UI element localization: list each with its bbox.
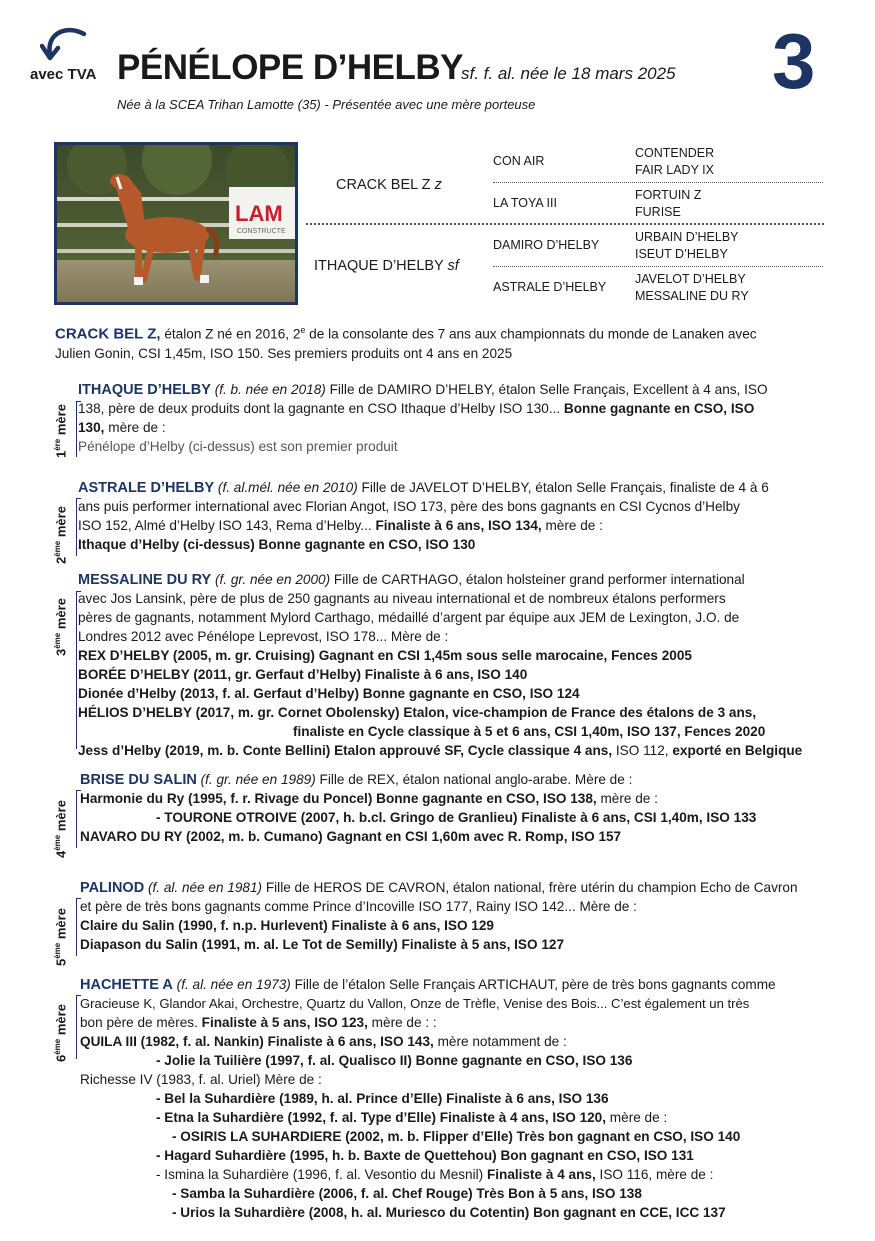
pedigree-ss: CON AIR bbox=[493, 154, 545, 168]
dam-3-line2: avec Jos Lansink, père de plus de 250 gagnants au niveau international et de nombreux étalons performers bbox=[78, 591, 726, 606]
dam-1-line3: mère de : bbox=[104, 420, 166, 435]
curved-arrow-icon bbox=[40, 22, 88, 66]
pedigree-dam-name: ITHAQUE D’HELBY bbox=[314, 258, 444, 274]
dam-2-line3: ISO 152, Almé d’Helby ISO 143, Rema d’Helby... bbox=[78, 518, 372, 533]
sire-text-1: étalon Z né en 2016, 2 bbox=[160, 326, 301, 342]
dam-4-line3: - TOURONE OTROIVE (2007, h. b.cl. Gringo de Granlieu) Finaliste à 6 ans, CSI 1,40m, ISO 133 bbox=[156, 810, 757, 825]
dam-6-line11: - Ismina la Suhardière (1996, f. al. Vesontio du Mesnil) bbox=[156, 1167, 484, 1182]
dam-bracket bbox=[76, 401, 77, 457]
dam-3-name: MESSALINE DU RY bbox=[78, 572, 212, 588]
pedigree-dam bbox=[314, 258, 459, 274]
dam-5-line4: Diapason du Salin (1991, m. al. Le Tot de Semilly) Finaliste à 5 ans, ISO 127 bbox=[80, 937, 564, 952]
dam-3-line5: REX D’HELBY (2005, m. gr. Cruising) Gagnant en CSI 1,45m sous selle marocaine, Fences 2005 bbox=[78, 648, 692, 663]
pedigree-sds: FORTUIN Z bbox=[635, 188, 702, 202]
pedigree-sire-name: CRACK BEL Z bbox=[336, 177, 431, 193]
dam-1-line2-bold: Bonne gagnante en CSO, ISO bbox=[560, 401, 755, 416]
dam-6-line11-bold: Finaliste à 4 ans, bbox=[483, 1167, 596, 1182]
dam-4-line4: NAVARO DU RY (2002, m. b. Cumano) Gagnant en CSI 1,60m avec R. Romp, ISO 157 bbox=[80, 829, 622, 844]
dam-5-line3: Claire du Salin (1990, f. n.p. Hurlevent) Finaliste à 6 ans, ISO 129 bbox=[80, 918, 494, 933]
dam-5-line2: et père de très bons gagnants comme Prince d’Incoville ISO 177, Rainy ISO 142... Mère de : bbox=[80, 899, 637, 914]
dam-1-line3-bold: 130, bbox=[78, 420, 105, 435]
sire-name: CRACK BEL Z, bbox=[55, 325, 161, 343]
dam-3-line4: Londres 2012 avec Pénélope Leprevost, ISO 178... Mère de : bbox=[78, 629, 449, 644]
sire-text-line2: Julien Gonin, CSI 1,45m, ISO 150. Ses premiers produits ont 4 ans en 2025 bbox=[55, 346, 513, 362]
lot-number: 3 bbox=[772, 17, 816, 105]
birth-info: Née à la SCEA Trihan Lamotte (35) - Présentée avec une mère porteuse bbox=[117, 97, 536, 112]
dam-2-birth: (f. al.mél. née en 2010) bbox=[214, 480, 358, 495]
dam-4-birth: (f. gr. née en 1989) bbox=[196, 772, 316, 787]
dam-1-birth: (f. b. née en 2018) bbox=[210, 382, 326, 397]
dam-4-line2: mère de : bbox=[596, 791, 658, 806]
dam-5-line1: Fille de HEROS DE CAVRON, étalon national, frère utérin du champion Echo de Cavron bbox=[262, 880, 798, 895]
dam-2-line3-end: mère de : bbox=[541, 518, 603, 533]
pedigree-divider bbox=[493, 266, 823, 267]
dam-5-birth: (f. al. née en 1981) bbox=[144, 880, 263, 895]
dam-2-line2: ans puis performer international avec Florian Angot, ISO 173, père des bons gagnants en CSI Cycnos d’Helby bbox=[78, 499, 740, 514]
tva-label: avec TVA bbox=[30, 66, 97, 83]
dam-3-line7: Dionée d’Helby (2013, f. al. Gerfaut d’Helby) Bonne gagnante en CSO, ISO 124 bbox=[78, 686, 580, 701]
dam-3-line10: ISO 112, bbox=[612, 743, 669, 758]
dam-1-line1: Fille de DAMIRO D’HELBY, étalon Selle Français, Excellent à 4 ans, ISO bbox=[325, 382, 768, 397]
pedigree-dd: ASTRALE D’HELBY bbox=[493, 280, 607, 294]
dam-3-line10-end: exporté en Belgique bbox=[668, 743, 803, 758]
dam-6-line3-bold: Finaliste à 5 ans, ISO 123, bbox=[197, 1015, 368, 1030]
dam-6-line2: Gracieuse K, Glandor Akai, Orchestre, Quartz du Vallon, Onze de Trèfle, Venise des Bois... C’est également un très bbox=[80, 996, 750, 1011]
dam-label-4: 4ème mère bbox=[53, 800, 69, 858]
banner-sub-text: CONSTRUCTE bbox=[237, 228, 286, 235]
dam-3-line6: BORÉE D’HELBY (2011, gr. Gerfaut d’Helby) Finaliste à 6 ans, ISO 140 bbox=[78, 667, 528, 682]
banner-text: LAM bbox=[235, 201, 283, 226]
dam-bracket bbox=[76, 898, 77, 956]
dam-3-line10-bold: Jess d’Helby (2019, m. b. Conte Bellini) Etalon approuvé SF, Cycle classique 4 ans, bbox=[78, 743, 613, 758]
pedigree-dsd: ISEUT D’HELBY bbox=[635, 247, 728, 261]
pedigree-sss: CONTENDER bbox=[635, 146, 715, 160]
dam-3-line9: finaliste en Cycle classique à 5 et 6 ans, CSI 1,40m, ISO 137, Fences 2020 bbox=[293, 724, 766, 739]
pedigree-ddd: MESSALINE DU RY bbox=[635, 289, 749, 303]
dam-4-name: BRISE DU SALIN bbox=[80, 772, 197, 788]
pedigree-divider bbox=[493, 182, 823, 183]
dam-6-line6: Richesse IV (1983, f. al. Uriel) Mère de : bbox=[80, 1072, 322, 1087]
dam-6-name: HACHETTE A bbox=[80, 977, 173, 993]
dam-6-line8: mère de : bbox=[606, 1110, 668, 1125]
dam-3-birth: (f. gr. née en 2000) bbox=[211, 572, 331, 587]
dam-label-5: 5ème mère bbox=[53, 908, 69, 966]
dam-bracket bbox=[76, 498, 77, 556]
dam-6-line9: - OSIRIS LA SUHARDIERE (2002, m. b. Flipper d’Elle) Très bon gagnant en CSO, ISO 140 bbox=[172, 1129, 741, 1144]
dam-2-line3-bold: Finaliste à 6 ans, ISO 134, bbox=[371, 518, 542, 533]
pedigree-divider-main bbox=[306, 223, 824, 225]
horse-name: PÉNÉLOPE D’HELBY bbox=[117, 48, 463, 87]
pedigree-dds: JAVELOT D’HELBY bbox=[635, 272, 746, 286]
pedigree-sdd: FURISE bbox=[635, 205, 681, 219]
dam-6-birth: (f. al. née en 1973) bbox=[172, 977, 291, 992]
dam-6-line7: - Bel la Suhardière (1989, h. al. Prince d’Elle) Finaliste à 6 ans, ISO 136 bbox=[156, 1091, 609, 1106]
foal-illustration bbox=[57, 145, 295, 302]
dam-6-line3: bon père de mères. bbox=[80, 1015, 198, 1030]
pedigree-sire-suffix: z bbox=[434, 177, 442, 193]
pedigree-dam-suffix: sf bbox=[447, 258, 459, 274]
dam-3-line8: HÉLIOS D’HELBY (2017, m. gr. Cornet Obolensky) Etalon, vice-champion de France des étalons de 3 ans, bbox=[78, 705, 757, 720]
dam-2-line4: Ithaque d’Helby (ci-dessus) Bonne gagnante en CSO, ISO 130 bbox=[78, 537, 476, 552]
dam-1-line2: 138, père de deux produits dont la gagnante en CSO Ithaque d’Helby ISO 130... bbox=[78, 401, 561, 416]
dam-3-line1: Fille de CARTHAGO, étalon holsteiner grand performer international bbox=[330, 572, 745, 587]
dam-6-line4: mère notamment de : bbox=[433, 1034, 567, 1049]
horse-photo bbox=[54, 142, 298, 305]
dam-label-1: 1ère mère bbox=[53, 404, 69, 458]
dam-6-line1: Fille de l’étalon Selle Français ARTICHAUT, père de très bons gagnants comme bbox=[290, 977, 776, 992]
dam-6-line13: - Urios la Suhardière (2008, h. al. Muriesco du Cotentin) Bon gagnant en CCE, ICC 137 bbox=[172, 1205, 726, 1220]
dam-6-line11-end: ISO 116, mère de : bbox=[595, 1167, 714, 1182]
dam-6-line3-end: mère de : : bbox=[367, 1015, 437, 1030]
dam-6-line5: - Jolie la Tuilière (1997, f. al. Qualisco II) Bonne gagnante en CSO, ISO 136 bbox=[156, 1053, 633, 1068]
dam-bracket bbox=[76, 790, 77, 848]
dam-1-name: ITHAQUE D’HELBY bbox=[78, 382, 211, 398]
dam-label-3: 3ème mère bbox=[53, 598, 69, 656]
sire-text-2: de la consolante des 7 ans aux championnats du monde de Lanaken avec bbox=[305, 326, 757, 342]
dam-1-line4: Pénélope d’Helby (ci-dessus) est son premier produit bbox=[78, 439, 398, 454]
sire-description bbox=[55, 321, 845, 364]
dam-label-2: 2ème mère bbox=[53, 506, 69, 564]
dam-2-name: ASTRALE D’HELBY bbox=[78, 480, 215, 496]
pedigree-sd: LA TOYA III bbox=[493, 196, 557, 210]
dam-4-line2-bold: Harmonie du Ry (1995, f. r. Rivage du Poncel) Bonne gagnante en CSO, ISO 138, bbox=[80, 791, 597, 806]
pedigree-ds: DAMIRO D’HELBY bbox=[493, 238, 600, 252]
horse-description: sf. f. al. née le 18 mars 2025 bbox=[461, 64, 676, 83]
dam-6-line10: - Hagard Suhardière (1995, h. b. Baxte de Quettehou) Bon gagnant en CSO, ISO 131 bbox=[156, 1148, 694, 1163]
pedigree-dss: URBAIN D’HELBY bbox=[635, 230, 739, 244]
dam-2-line1: Fille de JAVELOT D’HELBY, étalon Selle Français, finaliste de 4 à 6 bbox=[357, 480, 769, 495]
dam-6-line12: - Samba la Suhardière (2006, f. al. Chef Rouge) Très Bon à 5 ans, ISO 138 bbox=[172, 1186, 642, 1201]
dam-3-line3: pères de gagnants, notamment Mylord Carthago, médaillé d’argent par équipe aux JEM de Lexington, J.O. de bbox=[78, 610, 740, 625]
sire-text-sup: e bbox=[300, 325, 306, 335]
dam-label-6: 6ème mère bbox=[53, 1004, 69, 1062]
dam-bracket bbox=[76, 591, 77, 749]
pedigree-sire bbox=[336, 177, 442, 193]
dam-6-line8-bold: - Etna la Suhardière (1992, f. al. Type d’Elle) Finaliste à 4 ans, ISO 120, bbox=[156, 1110, 607, 1125]
dam-6-line4-bold: QUILA III (1982, f. al. Nankin) Finaliste à 6 ans, ISO 143, bbox=[80, 1034, 434, 1049]
dam-bracket bbox=[76, 995, 77, 1059]
pedigree-ssd: FAIR LADY IX bbox=[635, 163, 714, 177]
dam-5-name: PALINOD bbox=[80, 880, 145, 896]
dam-4-line1: Fille de REX, étalon national anglo-arabe. Mère de : bbox=[315, 772, 633, 787]
